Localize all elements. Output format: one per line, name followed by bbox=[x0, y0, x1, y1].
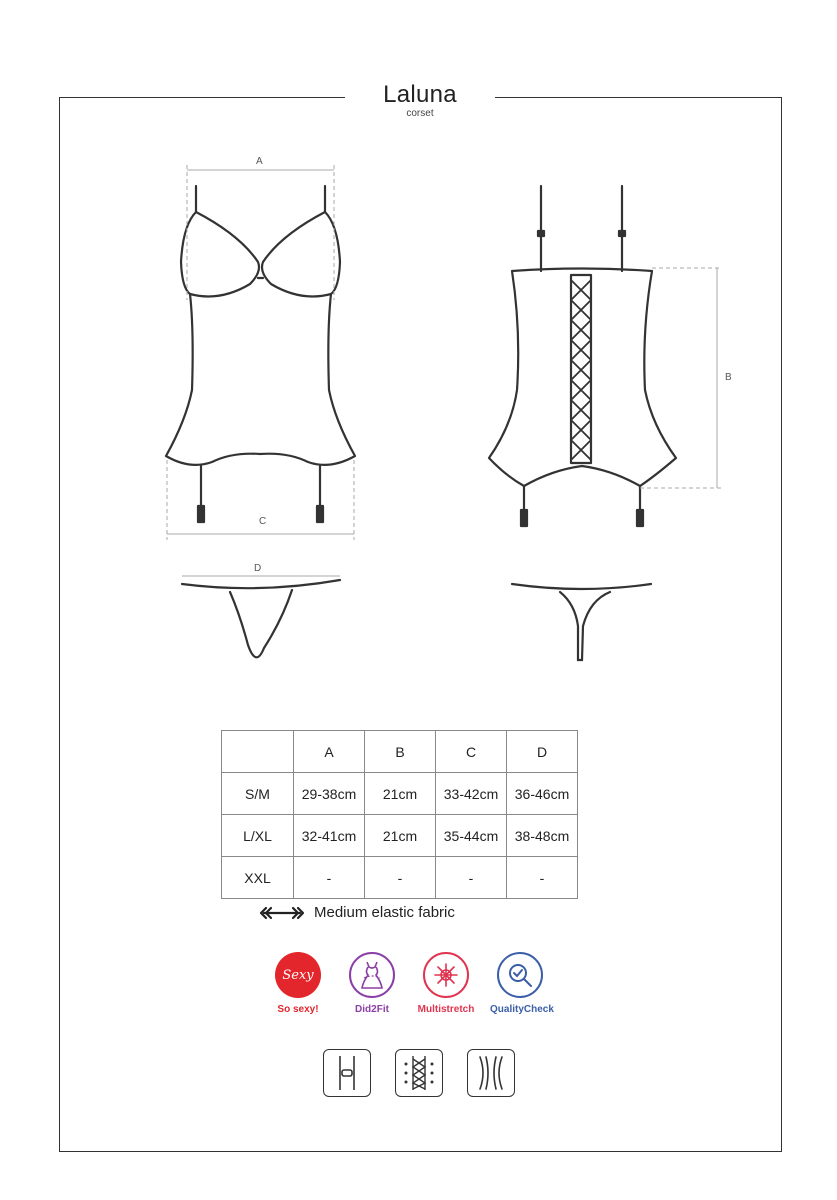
table-row bbox=[222, 815, 578, 857]
table-cell: 35-44cm bbox=[436, 815, 507, 857]
double-arrow-icon bbox=[258, 906, 306, 920]
product-subtitle: corset bbox=[406, 108, 434, 119]
dimension-lines-back bbox=[640, 268, 722, 488]
table-cell: 21cm bbox=[365, 815, 436, 857]
badge-did2fit bbox=[342, 952, 402, 1015]
badge-so-sexy bbox=[268, 952, 328, 1015]
table-header-cell: D bbox=[507, 731, 578, 773]
table-header-cell: B bbox=[365, 731, 436, 773]
size-cell: L/XL bbox=[222, 815, 294, 857]
clasp-closure-icon bbox=[323, 1049, 371, 1097]
thong-front-drawing bbox=[182, 580, 340, 657]
dimension-lines-front bbox=[167, 165, 354, 576]
thong-back-drawing bbox=[512, 584, 651, 660]
table-cell: 36-46cm bbox=[507, 773, 578, 815]
table-cell: - bbox=[507, 857, 578, 899]
sexy-icon bbox=[275, 952, 321, 998]
badge-qualitycheck bbox=[490, 952, 554, 1015]
dimension-label-c: C bbox=[259, 516, 267, 527]
table-header-cell: C bbox=[436, 731, 507, 773]
table-row bbox=[222, 857, 578, 899]
table-cell: 32-41cm bbox=[294, 815, 365, 857]
dimension-label-a: A bbox=[256, 156, 263, 167]
size-table bbox=[221, 730, 578, 899]
dress-fit-icon bbox=[349, 952, 395, 998]
dimension-label-b: B bbox=[725, 372, 732, 383]
table-cell: - bbox=[294, 857, 365, 899]
size-cell: XXL bbox=[222, 857, 294, 899]
fabric-label: Medium elastic fabric bbox=[314, 904, 455, 921]
magnifier-check-icon bbox=[497, 952, 543, 998]
badge-label: Did2Fit bbox=[355, 1004, 389, 1015]
stretch-arrows-icon bbox=[423, 952, 469, 998]
corset-back-drawing bbox=[489, 186, 676, 526]
table-cell: 38-48cm bbox=[507, 815, 578, 857]
table-header-row bbox=[222, 731, 578, 773]
table-cell: - bbox=[365, 857, 436, 899]
table-header-cell bbox=[222, 731, 294, 773]
sexy-icon-text: Sexy bbox=[282, 967, 314, 983]
corset-front-drawing bbox=[166, 186, 355, 522]
size-cell: S/M bbox=[222, 773, 294, 815]
table-cell: 33-42cm bbox=[436, 773, 507, 815]
table-row bbox=[222, 773, 578, 815]
badge-label: Multistretch bbox=[417, 1004, 475, 1015]
table-header-cell: A bbox=[294, 731, 365, 773]
boning-icon bbox=[467, 1049, 515, 1097]
table-cell: 21cm bbox=[365, 773, 436, 815]
badge-row bbox=[268, 952, 554, 1015]
table-cell: - bbox=[436, 857, 507, 899]
table-cell: 29-38cm bbox=[294, 773, 365, 815]
fabric-note bbox=[258, 904, 455, 921]
badge-label: So sexy! bbox=[277, 1004, 319, 1015]
dimension-label-d: D bbox=[254, 563, 262, 574]
lace-up-back-icon bbox=[395, 1049, 443, 1097]
product-title: Laluna bbox=[383, 81, 457, 108]
badge-label: QualityCheck bbox=[490, 1004, 554, 1015]
badge-multistretch bbox=[416, 952, 476, 1015]
feature-icons bbox=[323, 1049, 515, 1097]
